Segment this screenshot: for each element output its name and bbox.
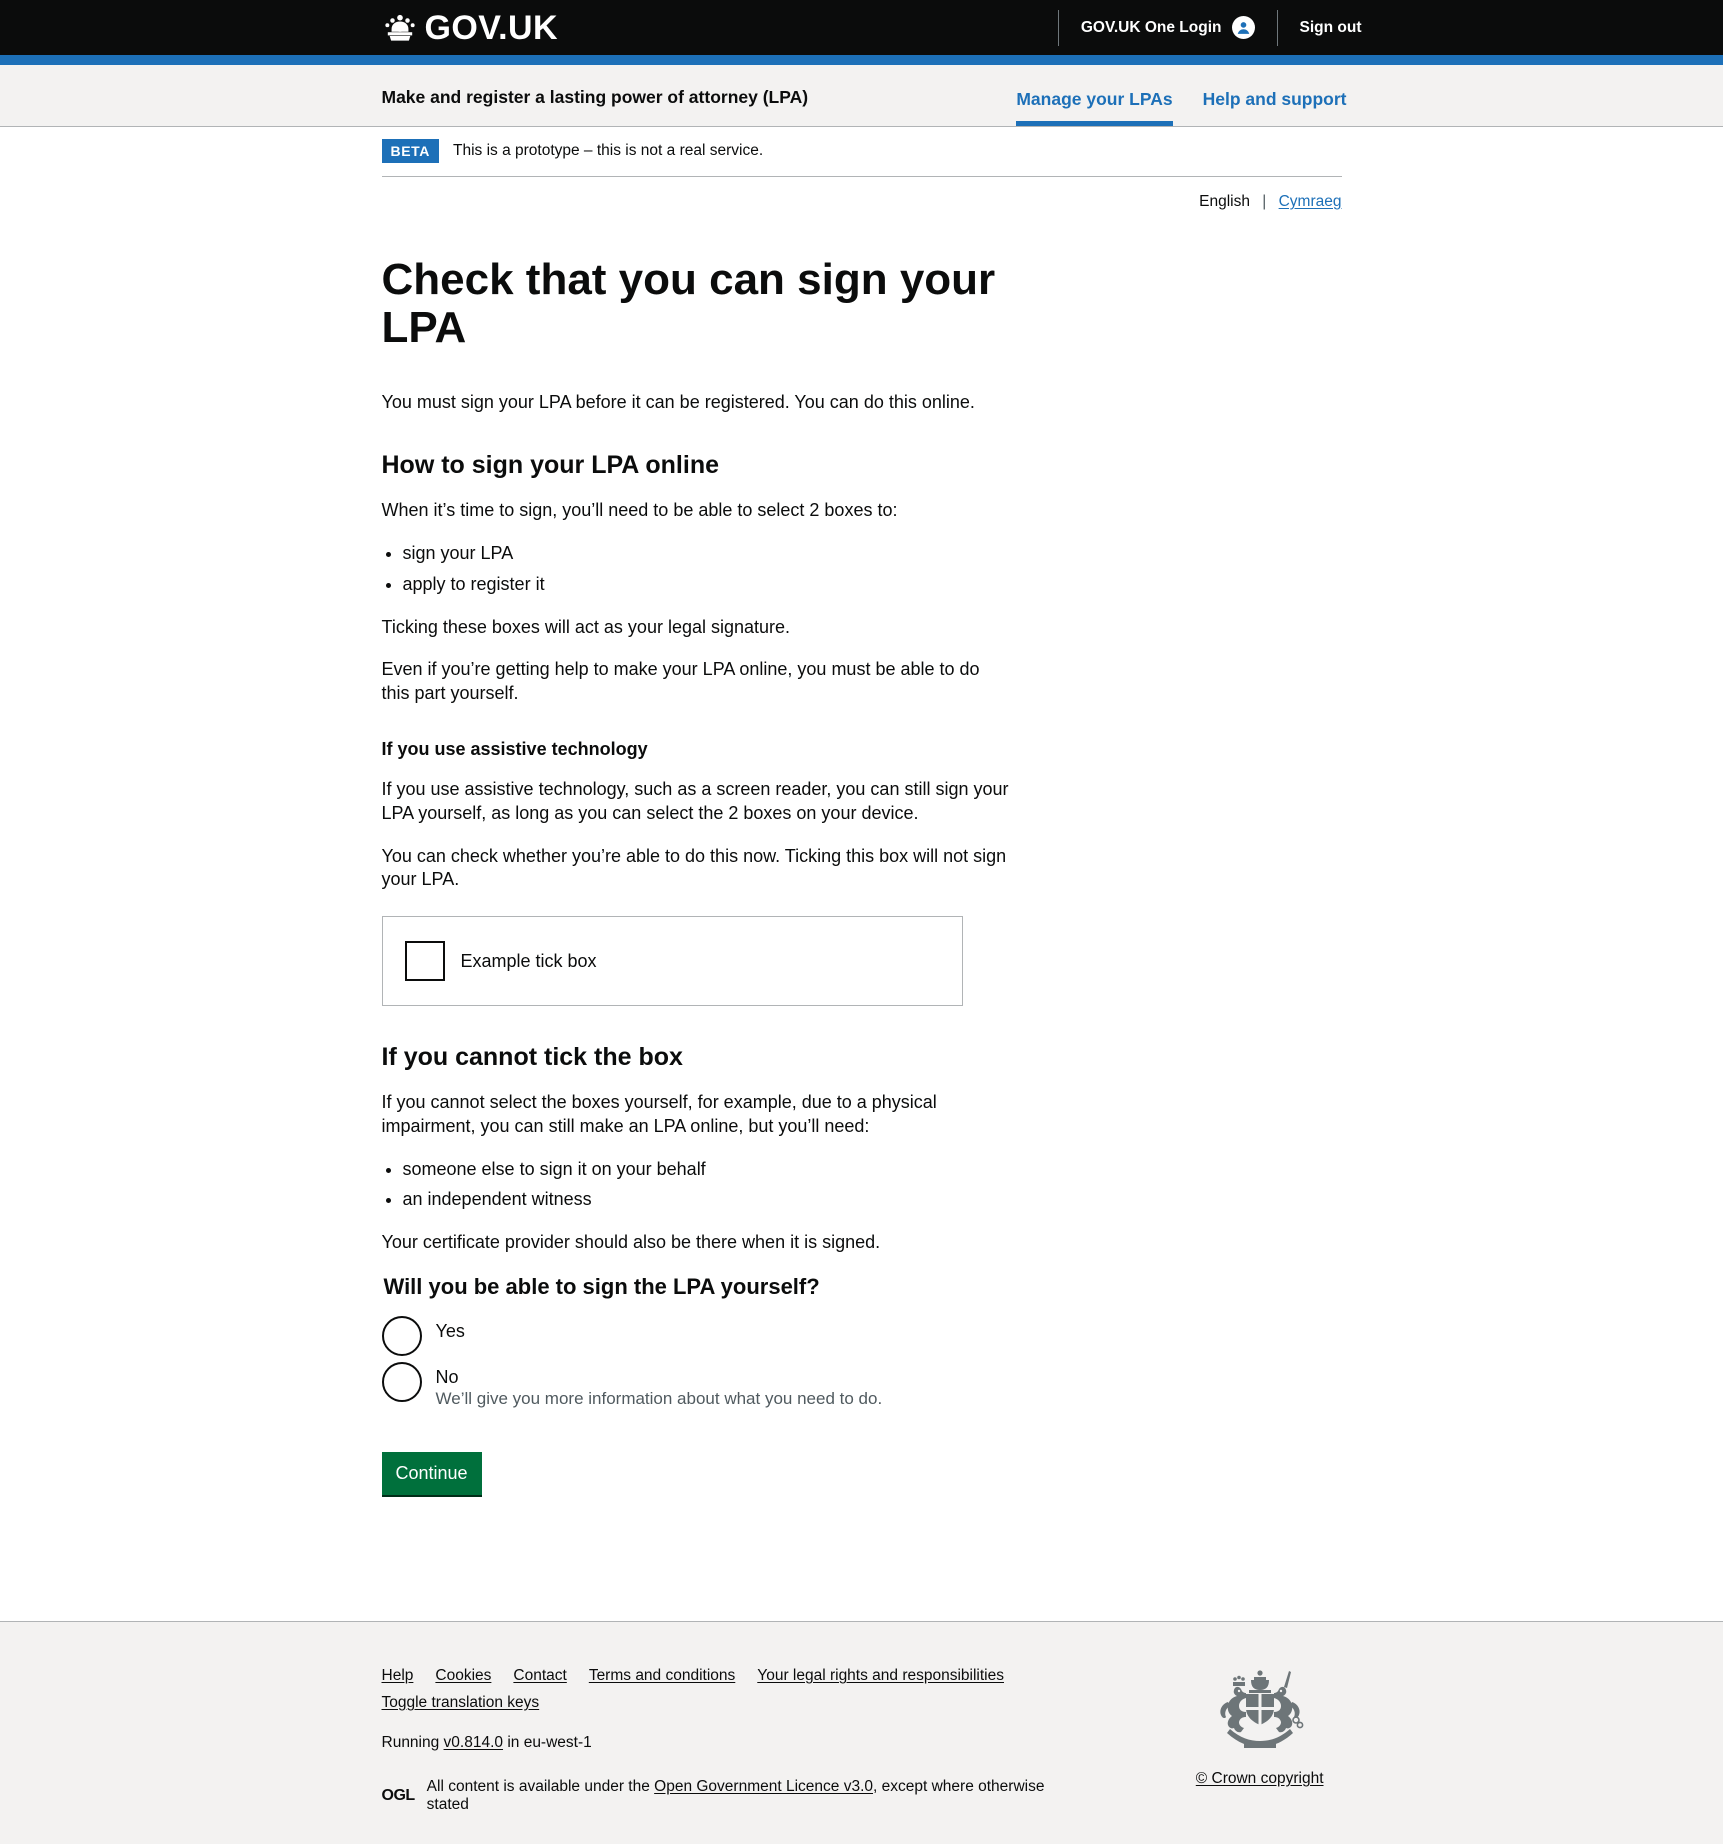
example-tick-box-checkbox[interactable] bbox=[405, 941, 445, 981]
radio-label-no[interactable]: No bbox=[435, 1366, 459, 1387]
language-link-cymraeg[interactable]: Cymraeg bbox=[1278, 192, 1342, 210]
footer-licence-row bbox=[382, 1778, 1082, 1814]
how-to-intro-paragraph: When it’s time to sign, you’ll need to be able to select 2 boxes to: bbox=[381, 500, 898, 521]
check-now-paragraph: You can check whether you’re able to do this now. Ticking this box will not sign your LPA. bbox=[381, 845, 1007, 890]
main-content bbox=[382, 211, 1342, 1621]
how-to-sign-heading: How to sign your LPA online bbox=[381, 451, 719, 480]
footer-link-cookies[interactable]: Cookies bbox=[435, 1667, 492, 1684]
list-item: • sign your LPA bbox=[403, 542, 1012, 566]
how-to-bullet-list bbox=[382, 542, 1012, 597]
list-item: • apply to register it bbox=[403, 573, 1012, 597]
govuk-logo-link[interactable] bbox=[382, 8, 558, 47]
nav-item-manage-your-lpas[interactable] bbox=[1001, 89, 1187, 126]
footer-link-toggle-translation-keys[interactable]: Toggle translation keys bbox=[381, 1694, 540, 1711]
radio-input-no[interactable] bbox=[382, 1362, 422, 1402]
footer-running-version bbox=[382, 1734, 1082, 1752]
intro-paragraph: You must sign your LPA before it can be registered. You can do this online. bbox=[381, 391, 975, 412]
footer-links-row-one bbox=[382, 1667, 1082, 1685]
sign-yourself-fieldset bbox=[382, 1274, 1012, 1412]
header-divider-left bbox=[1058, 10, 1059, 46]
beta-tag: BETA bbox=[382, 139, 439, 163]
service-nav-list bbox=[1001, 89, 1361, 126]
one-login-label: GOV.UK One Login bbox=[1080, 18, 1222, 36]
footer-link-legal-rights[interactable]: Your legal rights and responsibilities bbox=[757, 1667, 1004, 1684]
user-avatar-icon bbox=[1232, 16, 1255, 39]
assistive-technology-paragraph: If you use assistive technology, such as a screen reader, you can still sign your LPA yourself, as long as you can select the 2 boxes on your device. bbox=[381, 779, 1009, 823]
radio-label-yes[interactable]: Yes bbox=[435, 1320, 465, 1341]
licence-suffix: , except where otherwise stated bbox=[426, 1778, 1045, 1813]
sign-out-link[interactable]: Sign out bbox=[1299, 18, 1362, 36]
language-separator: | bbox=[1262, 192, 1267, 210]
example-tick-box-panel bbox=[382, 916, 963, 1006]
page-title: Check that you can sign your LPA bbox=[381, 254, 996, 353]
cannot-tick-paragraph: If you cannot select the boxes yourself, for example, due to a physical impairment, you can still make an LPA online, but you’ll need: bbox=[381, 1092, 937, 1136]
footer-link-help[interactable]: Help bbox=[381, 1667, 414, 1684]
language-toggle bbox=[382, 177, 1342, 211]
radio-input-yes[interactable] bbox=[382, 1316, 422, 1356]
language-current-english: English bbox=[1199, 192, 1250, 210]
even-if-paragraph: Even if you’re getting help to make your LPA online, you must be able to do this part yourself. bbox=[381, 659, 980, 704]
running-prefix: Running bbox=[381, 1734, 444, 1751]
footer-licence-text bbox=[427, 1778, 1082, 1814]
running-suffix: in eu-west-1 bbox=[503, 1734, 592, 1751]
footer-link-terms-and-conditions[interactable]: Terms and conditions bbox=[588, 1667, 736, 1684]
one-login-link[interactable] bbox=[1081, 16, 1255, 39]
licence-prefix: All content is available under the bbox=[426, 1778, 655, 1795]
service-name-link[interactable]: Make and register a lasting power of attorney (LPA) bbox=[381, 87, 809, 107]
footer-link-open-government-licence[interactable]: Open Government Licence v3.0 bbox=[654, 1778, 874, 1795]
service-navigation bbox=[0, 65, 1723, 127]
footer-link-version[interactable]: v0.814.0 bbox=[443, 1734, 504, 1751]
ogl-logo-icon: OGL bbox=[381, 1787, 415, 1804]
header-account-area bbox=[1036, 0, 1362, 55]
footer-crown-area bbox=[1196, 1667, 1342, 1788]
crown-icon bbox=[382, 13, 418, 43]
cannot-tick-bullet-list bbox=[382, 1158, 1012, 1213]
govuk-header bbox=[0, 0, 1723, 65]
radio-hint-no: We’ll give you more information about what you need to do. bbox=[435, 1388, 883, 1408]
phase-banner-text: This is a prototype – this is not a real service. bbox=[452, 141, 764, 159]
nav-link-help-and-support[interactable]: Help and support bbox=[1202, 89, 1347, 109]
footer-links-row-two bbox=[382, 1694, 1082, 1712]
cannot-tick-heading: If you cannot tick the box bbox=[381, 1043, 683, 1072]
crown-copyright-link[interactable]: © Crown copyright bbox=[1195, 1770, 1324, 1787]
phase-banner-wrapper bbox=[382, 127, 1342, 177]
continue-button[interactable]: Continue bbox=[382, 1452, 482, 1495]
footer-link-contact[interactable]: Contact bbox=[513, 1667, 567, 1684]
govuk-footer bbox=[0, 1621, 1723, 1844]
list-item: • an independent witness bbox=[403, 1188, 1012, 1212]
radio-option-no[interactable] bbox=[382, 1362, 1012, 1412]
ticking-paragraph: Ticking these boxes will act as your legal signature. bbox=[381, 616, 791, 637]
certificate-provider-paragraph: Your certificate provider should also be there when it is signed. bbox=[381, 1232, 881, 1253]
header-divider-right bbox=[1277, 10, 1278, 46]
sign-yourself-legend: Will you be able to sign the LPA yourself? bbox=[383, 1273, 820, 1299]
nav-link-manage-your-lpas[interactable]: Manage your LPAs bbox=[1001, 89, 1187, 126]
radio-option-yes[interactable] bbox=[382, 1316, 1012, 1358]
phase-banner bbox=[382, 127, 1342, 177]
royal-coat-of-arms-icon bbox=[1208, 1746, 1312, 1763]
assistive-technology-heading: If you use assistive technology bbox=[381, 738, 648, 759]
govuk-logo-text: GOV.UK bbox=[424, 8, 558, 47]
nav-item-help-and-support[interactable] bbox=[1188, 89, 1362, 126]
example-tick-box-label[interactable]: Example tick box bbox=[460, 950, 597, 971]
list-item: • someone else to sign it on your behalf bbox=[403, 1158, 1012, 1182]
